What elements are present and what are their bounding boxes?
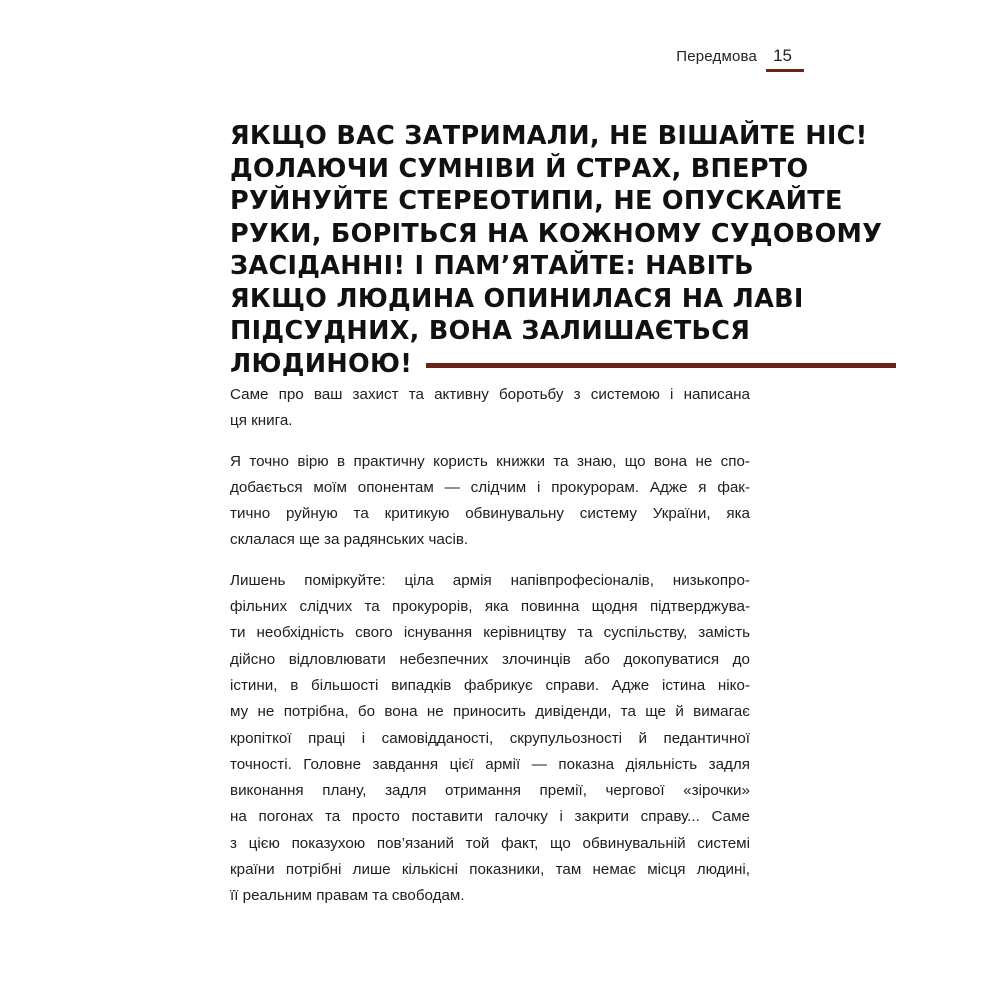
running-head (676, 46, 792, 66)
text-line: Лишень поміркуйте: ціла армія напівпрофесіоналів, низькопро- (230, 571, 750, 589)
text-line: істини, в більшості випадків фабрикує справи. Адже істина ніко- (230, 676, 750, 694)
text-line: з цією показухою пов’язаний той факт, що обвинувальній системі (230, 834, 750, 852)
text-line: її реальним правам та свободам. (230, 887, 465, 905)
text-line: фільних слідчих та прокурорів, яка повинна щодня підтверджува- (230, 598, 750, 616)
text-line: виконання плану, задля отримання премії, чергової «зірочки» (230, 782, 750, 800)
text-line: кропіткої праці і самовідданості, скрупульозності й педантичної (230, 729, 750, 747)
pull-quote-line: ЗАСІДАННІ! І ПАМ’ЯТАЙТЕ: НАВІТЬ (230, 251, 754, 281)
pull-quote-line: РУКИ, БОРІТЬСЯ НА КОЖНОМУ СУДОВОМУ (230, 218, 883, 249)
pull-quote-rule (426, 363, 896, 368)
pull-quote-last-row (230, 348, 850, 381)
text-line: ця книга. (230, 412, 293, 430)
page-number: 15 (773, 46, 792, 65)
pull-quote-line: ЯКЩО ЛЮДИНА ОПИНИЛАСЯ НА ЛАВІ (230, 283, 804, 314)
text-line: країни потрібні лише кількісні показники, там немає місця людині, (230, 861, 750, 879)
text-line: дійсно відловлювати небезпечних злочинців або докопуватися до (230, 650, 750, 668)
paragraph (230, 568, 750, 910)
text-line: ти необхідність свого існування керівництву та суспільству, замість (230, 624, 750, 642)
pull-quote-line: ЯКЩО ВАС ЗАТРИМАЛИ, НЕ ВІШАЙТЕ НІС! (230, 121, 868, 151)
page-number-rule (766, 69, 804, 72)
text-line: точності. Головне завдання цієї армії — показна діяльність задля (230, 755, 750, 773)
pull-quote-line: ДОЛАЮЧИ СУМНІВИ Й СТРАХ, ВПЕРТО (230, 153, 809, 184)
body-text (230, 382, 750, 924)
pull-quote-line: ПІДСУДНИХ, ВОНА ЗАЛИШАЄТЬСЯ (230, 316, 751, 346)
text-line: Саме про ваш захист та активну боротьбу з системою і написана (230, 386, 750, 403)
section-title: Передмова (676, 48, 758, 65)
paragraph (230, 382, 750, 435)
pull-quote-line: РУЙНУЙТЕ СТЕРЕОТИПИ, НЕ ОПУСКАЙТЕ (230, 186, 843, 216)
text-line: Я точно вірю в практичну користь книжки та знаю, що вона не спо- (230, 452, 750, 470)
text-line: му не потрібна, бо вона не приносить дивіденди, та ще й вимагає (230, 703, 750, 721)
text-line: на погонах та просто поставити галочку і закрити справу... Саме (230, 808, 750, 826)
pull-quote-line: ЛЮДИНОЮ! (230, 348, 413, 379)
text-line: добається моїм опонентам — слідчим і прокурорам. Адже я фак- (230, 478, 750, 496)
text-line: склалася ще за радянських часів. (230, 531, 469, 549)
pull-quote (230, 120, 883, 380)
paragraph (230, 449, 750, 554)
text-line: тично руйную та критикую обвинувальну систему України, яка (230, 505, 750, 523)
